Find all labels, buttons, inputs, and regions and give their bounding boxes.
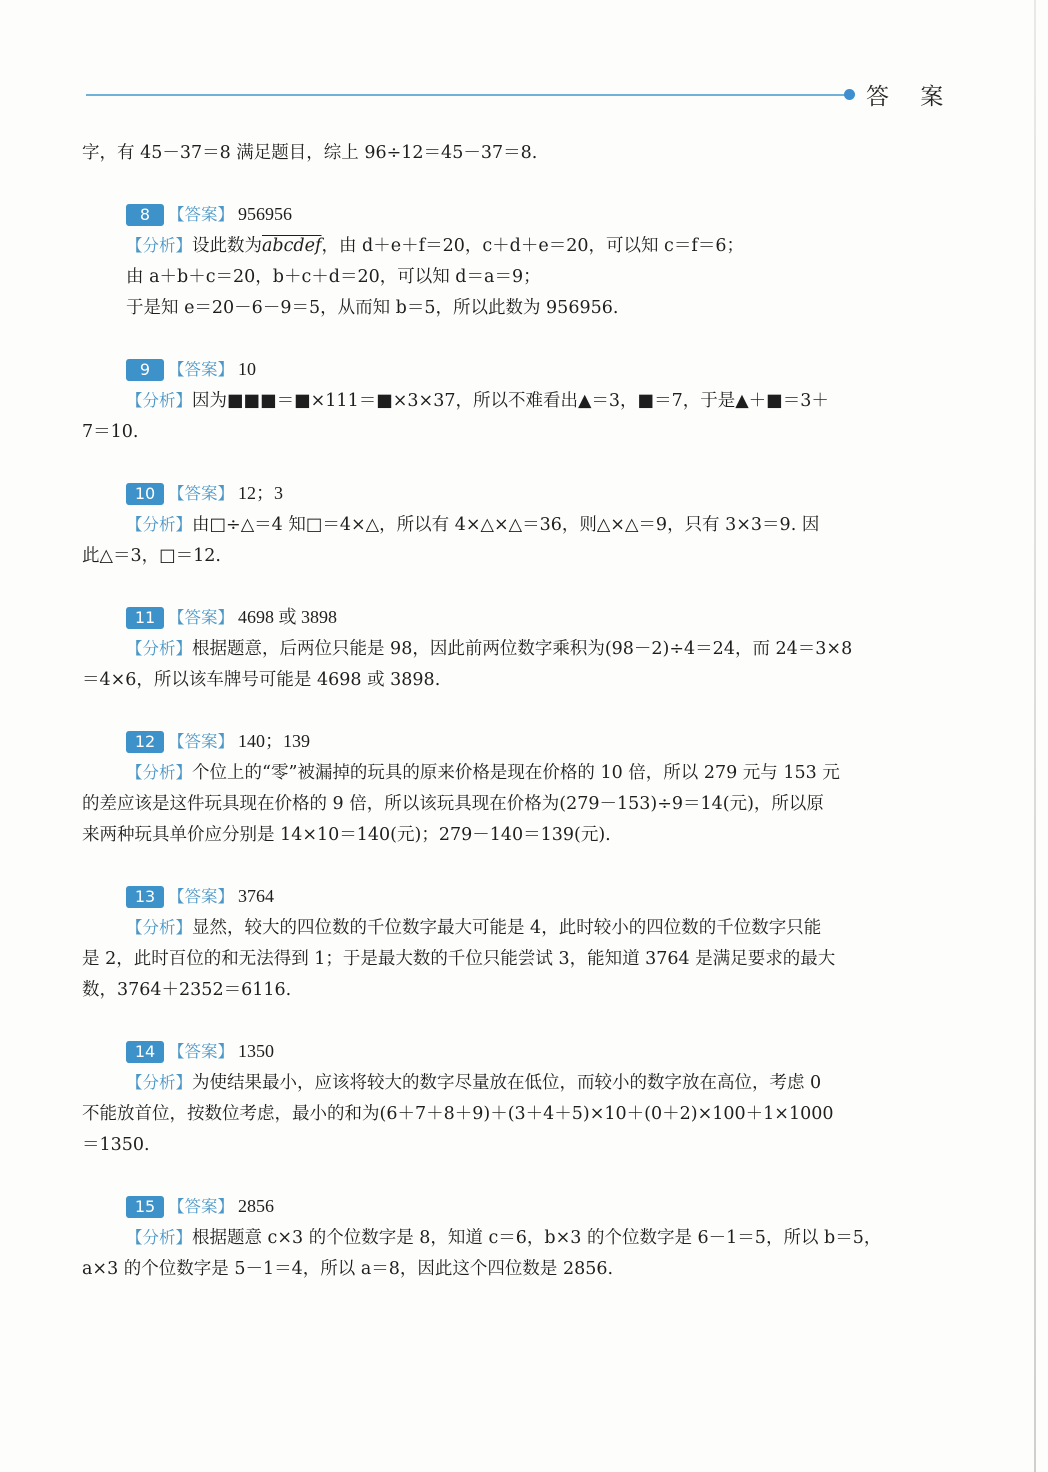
answer-heading <box>82 199 938 230</box>
analysis-text: ＝1350. <box>82 1135 150 1155</box>
analysis-line <box>82 633 938 665</box>
answer-tag: 【答案】 <box>168 608 234 627</box>
analysis-line <box>82 417 938 448</box>
analysis-line <box>82 541 938 572</box>
analysis-text: 设此数为 <box>192 236 262 256</box>
answer-block <box>82 1191 938 1285</box>
analysis-tag: 【分析】 <box>126 1073 192 1092</box>
question-number-badge: 10 <box>126 483 164 505</box>
analysis-tag: 【分析】 <box>126 763 192 782</box>
analysis-text: 此△＝3，□＝12. <box>82 546 221 566</box>
answer-content <box>82 138 938 1285</box>
answer-value: 2856 <box>238 1196 274 1216</box>
intro-line: 字，有 45－37＝8 满足题目，综上 96÷12＝45－37＝8. <box>82 143 538 163</box>
answer-value: 3764 <box>238 886 274 906</box>
answer-heading <box>82 478 938 509</box>
analysis-text: 数，3764＋2352＝6116. <box>82 980 292 1000</box>
answer-tag: 【答案】 <box>168 732 234 751</box>
answer-heading <box>82 1191 938 1222</box>
analysis-tag: 【分析】 <box>126 918 192 937</box>
analysis-line <box>82 975 938 1006</box>
answer-tag: 【答案】 <box>168 205 234 224</box>
analysis-line <box>82 230 938 262</box>
analysis-line <box>82 1067 938 1099</box>
answer-heading <box>82 1036 938 1067</box>
analysis-text: 7＝10. <box>82 422 139 442</box>
question-number-badge: 8 <box>126 204 164 226</box>
answer-tag: 【答案】 <box>168 887 234 906</box>
question-number-badge: 9 <box>126 359 164 381</box>
question-number-badge: 15 <box>126 1196 164 1218</box>
analysis-line <box>82 665 938 696</box>
analysis-text: 为使结果最小，应该将较大的数字尽量放在低位，而较小的数字放在高位，考虑 0 <box>192 1073 822 1093</box>
analysis-tag: 【分析】 <box>126 1228 192 1247</box>
analysis-text: 来两种玩具单价应分别是 14×10＝140(元)；279－140＝139(元). <box>82 825 611 845</box>
analysis-tag: 【分析】 <box>126 515 192 534</box>
analysis-line <box>82 1254 938 1285</box>
analysis-text: 因为■■■＝■×111＝■×3×37，所以不难看出▲＝3，■＝7，于是▲＋■＝3＋ <box>192 391 829 411</box>
answer-block <box>82 199 938 324</box>
analysis-tag: 【分析】 <box>126 639 192 658</box>
answer-value: 12；3 <box>238 483 283 503</box>
analysis-text: 由 a＋b＋c＝20，b＋c＋d＝20，可以知 d＝a＝9； <box>126 267 541 287</box>
analysis-text: 不能放首位，按数位考虑，最小的和为(6＋7＋8＋9)＋(3＋4＋5)×10＋(0＋2)×100＋1×1000 <box>82 1104 834 1124</box>
analysis-tag: 【分析】 <box>126 236 192 255</box>
answer-value: 956956 <box>238 204 292 224</box>
analysis-line <box>82 1130 938 1161</box>
answer-value: 1350 <box>238 1041 274 1061</box>
answer-tag: 【答案】 <box>168 1042 234 1061</box>
question-number-badge: 14 <box>126 1041 164 1063</box>
analysis-line <box>82 820 938 851</box>
analysis-line <box>82 509 938 541</box>
analysis-text: 根据题意，后两位只能是 98，因此前两位数字乘积为(98－2)÷4＝24，而 24＝3×8 <box>192 639 853 659</box>
analysis-line <box>82 757 938 789</box>
analysis-line <box>82 385 938 417</box>
page-title: 答 案 <box>866 84 956 110</box>
answer-block <box>82 602 938 696</box>
page-edge <box>1034 0 1036 1472</box>
analysis-text: a×3 的个位数字是 5－1＝4，所以 a＝8，因此这个四位数是 2856. <box>82 1259 614 1279</box>
answer-block <box>82 1036 938 1161</box>
analysis-text: 由□÷△＝4 知□＝4×△，所以有 4×△×△＝36，则△×△＝9，只有 3×3＝9. 因 <box>192 515 820 535</box>
analysis-line <box>82 944 938 975</box>
analysis-line <box>82 912 938 944</box>
answer-heading <box>82 726 938 757</box>
answer-heading <box>82 881 938 912</box>
overlined-number: abcdef <box>262 236 322 256</box>
analysis-text: 根据题意 c×3 的个位数字是 8，知道 c＝6，b×3 的个位数字是 6－1＝5，所以 b＝5， <box>192 1228 882 1248</box>
analysis-text: 个位上的“零”被漏掉的玩具的原来价格是现在价格的 10 倍，所以 279 元与 153 元 <box>192 763 840 783</box>
analysis-line <box>82 1222 938 1254</box>
answer-block <box>82 726 938 851</box>
header-dot-icon <box>844 89 855 100</box>
analysis-text: 于是知 e＝20－6－9＝5，从而知 b＝5，所以此数为 956956. <box>126 298 619 318</box>
analysis-text: 的差应该是这件玩具现在价格的 9 倍，所以该玩具现在价格为(279－153)÷9＝14(元)，所以原 <box>82 794 824 814</box>
answer-heading <box>82 602 938 633</box>
answer-block <box>82 478 938 572</box>
analysis-line <box>82 789 938 820</box>
answer-value: 140；139 <box>238 731 310 751</box>
answer-tag: 【答案】 <box>168 484 234 503</box>
analysis-text: 是 2，此时百位的和无法得到 1；于是最大数的千位只能尝试 3，能知道 3764 是满足要求的最大 <box>82 949 836 969</box>
answer-tag: 【答案】 <box>168 1197 234 1216</box>
analysis-line <box>82 262 938 293</box>
analysis-text: ＝4×6，所以该车牌号可能是 4698 或 3898. <box>82 670 441 690</box>
analysis-line <box>82 1099 938 1130</box>
question-number-badge: 12 <box>126 731 164 753</box>
question-number-badge: 13 <box>126 886 164 908</box>
answer-tag: 【答案】 <box>168 360 234 379</box>
analysis-text: 显然，较大的四位数的千位数字最大可能是 4，此时较小的四位数的千位数字只能 <box>192 918 822 938</box>
answer-value: 4698 或 3898 <box>238 607 337 627</box>
answer-heading <box>82 354 938 385</box>
analysis-tag: 【分析】 <box>126 391 192 410</box>
answer-value: 10 <box>238 359 256 379</box>
analysis-text: ，由 d＋e＋f＝20，c＋d＋e＝20，可以知 c＝f＝6； <box>321 236 744 256</box>
question-number-badge: 11 <box>126 607 164 629</box>
analysis-line <box>82 293 938 324</box>
header-rule <box>86 94 846 96</box>
answer-block <box>82 881 938 1006</box>
answer-block <box>82 354 938 448</box>
